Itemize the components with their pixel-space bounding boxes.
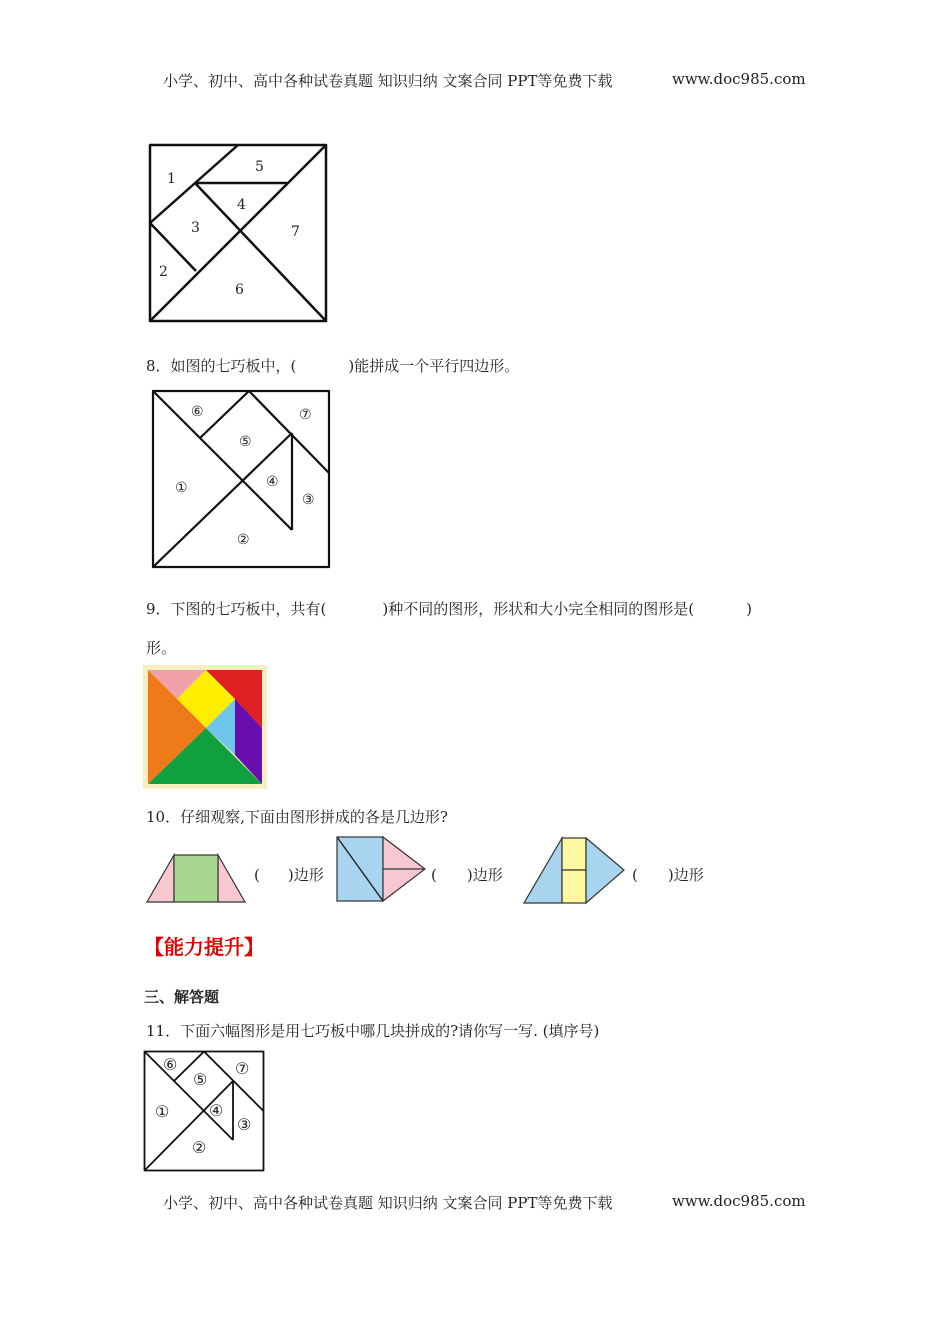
q10-answer-2: [431, 864, 503, 885]
colored-tangram: [143, 665, 267, 789]
piece-label: 1: [167, 171, 176, 187]
q8-prefix: 8．如图的七巧板中，(: [146, 357, 297, 375]
piece-label: ⑥: [191, 404, 204, 420]
question-11: 11．下面六幅图形是用七巧板中哪几块拼成的?请你写一写. (填序号): [146, 1022, 600, 1040]
piece-label: ④: [266, 474, 279, 490]
piece-label: ⑤: [239, 434, 252, 450]
q9-text-b: )种不同的图形，形状和大小完全相同的图形是(: [382, 600, 695, 618]
piece-label: ③: [237, 1115, 252, 1134]
blank-close: )边形: [466, 866, 503, 884]
q10-answer-1: [254, 864, 324, 885]
shape-blue-triangle: [524, 838, 562, 903]
piece-label: 2: [159, 264, 168, 280]
piece-label: ①: [175, 480, 188, 496]
shape-pink-triangle: [147, 855, 174, 902]
shape-pentagon: [335, 835, 429, 905]
tangram-figure-small: [143, 1050, 265, 1172]
shape-yellow-square: [562, 838, 586, 870]
blank-open: (: [632, 866, 638, 884]
shape-trapezoid: [144, 852, 248, 906]
header-site: www.doc985.com: [672, 70, 806, 88]
shape-green-square: [174, 855, 218, 902]
tangram-line: [153, 433, 292, 567]
piece-label: 3: [191, 220, 200, 236]
piece-label: ②: [192, 1138, 207, 1157]
blank-open: (: [254, 866, 260, 884]
shape-pink-triangle: [218, 855, 245, 902]
shape-yellow-square: [562, 870, 586, 903]
q9-text-c: ): [746, 600, 752, 618]
piece-label: ②: [237, 532, 250, 548]
tangram-line: [153, 391, 292, 530]
tangram-line: [195, 183, 326, 321]
q8-suffix: )能拼成一个平行四边形。: [348, 357, 520, 375]
tangram-line: [249, 391, 329, 473]
piece-label: ④: [209, 1101, 224, 1120]
piece-label: ③: [302, 492, 315, 508]
shape-blue-triangle: [586, 838, 624, 903]
piece-label: ⑦: [235, 1059, 250, 1078]
piece-label: ⑥: [163, 1055, 178, 1074]
section-subtitle: 三、解答题: [144, 988, 220, 1006]
footer-site: www.doc985.com: [672, 1192, 806, 1210]
piece-label: 4: [237, 197, 246, 213]
question-10: 10．仔细观察,下面由图形拼成的各是几边形?: [146, 808, 448, 826]
blank-close: )边形: [287, 866, 324, 884]
footer-text: 小学、初中、高中各种试卷真题 知识归纳 文案合同 PPT等免费下载: [163, 1194, 613, 1212]
tangram-figure-numbered: [148, 143, 328, 323]
piece-label: 6: [235, 282, 244, 298]
question-8: [146, 355, 519, 376]
section-title: 【能力提升】: [144, 935, 264, 959]
piece-label: ⑤: [193, 1070, 208, 1089]
tangram-figure-circled: [151, 389, 331, 569]
piece-label: 7: [291, 224, 300, 240]
q9-text-a: 9．下图的七巧板中，共有(: [146, 600, 327, 618]
blank-close: )边形: [667, 866, 704, 884]
header-text: 小学、初中、高中各种试卷真题 知识归纳 文案合同 PPT等免费下载: [163, 72, 613, 90]
q9-line2: 形。: [146, 639, 177, 657]
tangram-line: [200, 391, 249, 438]
question-9: [146, 598, 752, 619]
piece-label: ⑦: [299, 407, 312, 423]
q10-answer-3: [632, 864, 704, 885]
blank-open: (: [431, 866, 437, 884]
shape-quadrilateral: [522, 836, 628, 906]
tangram-line: [150, 223, 196, 271]
piece-label: 5: [255, 159, 264, 175]
piece-label: ①: [155, 1102, 170, 1121]
